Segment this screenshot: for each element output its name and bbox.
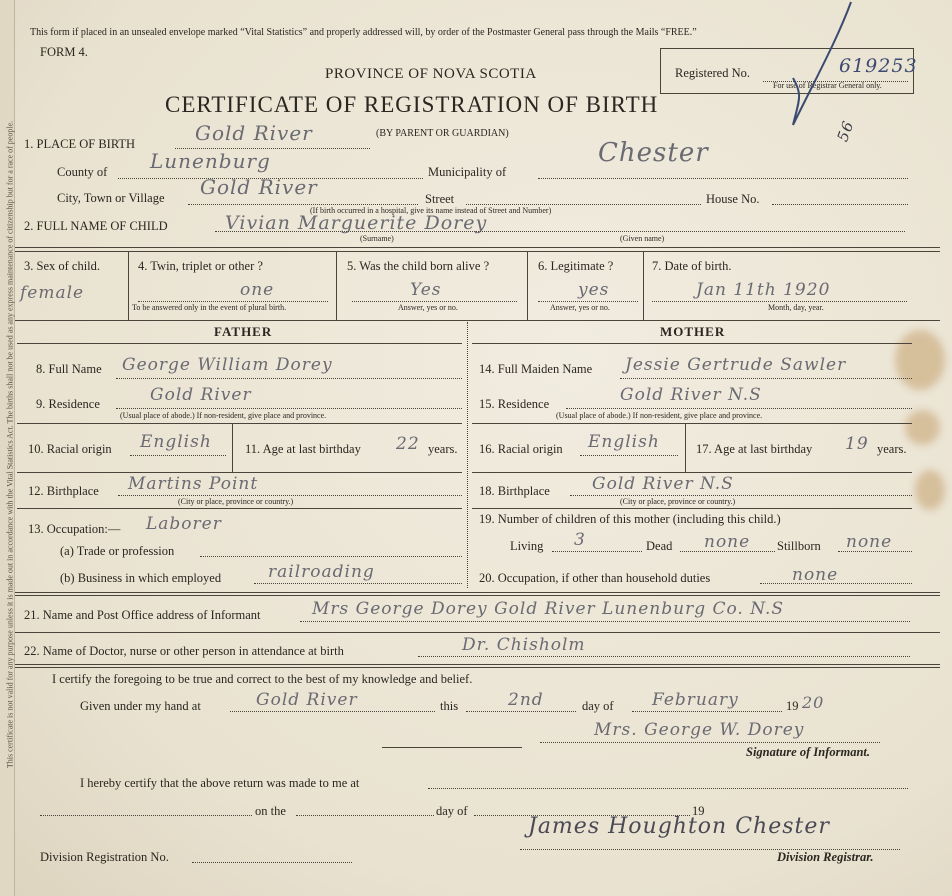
twin-label: 4. Twin, triplet or other ?	[138, 259, 263, 273]
mother-residence-value: Gold River N.S	[620, 385, 762, 405]
return-statement: I hereby certify that the above return was made to me at	[80, 776, 360, 790]
stain	[895, 330, 945, 390]
city-label: City, Town or Village	[57, 191, 165, 205]
mother-header: MOTHER	[660, 324, 726, 339]
father-name-label: 8. Full Name	[36, 362, 102, 376]
stain	[905, 410, 940, 445]
trade-label: (a) Trade or profession	[60, 544, 175, 558]
city-value: Gold River	[200, 175, 318, 199]
mother-years-label: years.	[877, 442, 907, 456]
date-of-birth-value: Jan 11th 1920	[696, 280, 831, 300]
father-years-label: years.	[428, 442, 458, 456]
given-month-value: February	[652, 690, 739, 710]
surname-note: (Surname)	[360, 234, 394, 243]
legitimate-label: 6. Legitimate ?	[538, 259, 614, 273]
municipality-label: Municipality of	[428, 165, 507, 179]
doctor-label: 22. Name of Doctor, nurse or other person in attendance at birth	[24, 644, 344, 658]
day-of-label: day of	[436, 804, 468, 818]
given-day-value: 2nd	[508, 690, 544, 710]
birth-place-value: Gold River	[195, 121, 313, 145]
registered-label: Registered No.	[675, 66, 750, 80]
mother-birthplace-label: 18. Birthplace	[479, 484, 550, 498]
father-age-value: 22	[396, 434, 420, 454]
registered-note: For use of Registrar General only.	[773, 81, 882, 90]
mother-occupation-value: none	[792, 565, 839, 585]
birth-place-label: 1. PLACE OF BIRTH	[24, 137, 136, 151]
mother-name-label: 14. Full Maiden Name	[479, 362, 593, 376]
given-name-note: (Given name)	[620, 234, 665, 243]
child-name-label: 2. FULL NAME OF CHILD	[24, 219, 168, 233]
mother-racial-value: English	[588, 432, 660, 452]
given-year-suffix: 20	[802, 693, 825, 712]
division-registration-label: Division Registration No.	[40, 850, 169, 864]
hospital-note: (If birth occurred in a hospital, give its name instead of Street and Number)	[310, 206, 552, 215]
sex-label: 3. Sex of child.	[24, 259, 101, 273]
father-birthplace-value: Martins Point	[128, 474, 259, 494]
doctor-value: Dr. Chisholm	[462, 635, 586, 655]
alive-note: Answer, yes or no.	[398, 303, 458, 312]
page-title: CERTIFICATE OF REGISTRATION OF BIRTH	[165, 92, 659, 117]
form-number: FORM 4.	[40, 45, 88, 59]
children-label: 19. Number of children of this mother (including this child.)	[479, 512, 781, 526]
mother-birthplace-note: (City or place, province or country.)	[620, 497, 736, 506]
side-text: This certificate is not valid for any purpose unless it is made out in accordance with the Vital Statistics Act. The births shall not be used as any express maintenance of citizenship but for a race of people.	[5, 120, 15, 769]
legitimate-note: Answer, yes or no.	[550, 303, 610, 312]
mother-age-label: 17. Age at last birthday	[696, 442, 813, 456]
father-name-value: George William Dorey	[122, 355, 333, 375]
occupation-label: 13. Occupation:—	[28, 522, 121, 536]
father-racial-label: 10. Racial origin	[28, 442, 112, 456]
father-abode-note: (Usual place of abode.) If non-resident, give place and province.	[120, 411, 327, 420]
business-label: (b) Business in which employed	[60, 571, 222, 585]
house-label: House No.	[706, 192, 760, 206]
father-age-label: 11. Age at last birthday	[245, 442, 361, 456]
father-birthplace-note: (City or place, province or country.)	[178, 497, 294, 506]
page-subtitle: (BY PARENT OR GUARDIAN)	[376, 128, 509, 139]
given-place-value: Gold River	[256, 690, 358, 710]
postal-notice: This form if placed in an unsealed envelope marked “Vital Statistics” and properly addressed will, by order of the Postmaster General pass through the Mails “FREE.”	[30, 27, 697, 38]
county-value: Lunenburg	[150, 149, 271, 173]
mother-age-value: 19	[845, 434, 869, 454]
given-label: Given under my hand at	[80, 699, 201, 713]
mother-racial-label: 16. Racial origin	[479, 442, 563, 456]
on-the-label: on the	[255, 804, 286, 818]
given-day-of-label: day of	[582, 699, 614, 713]
father-residence-label: 9. Residence	[36, 397, 100, 411]
dead-label: Dead	[646, 539, 673, 553]
stain	[915, 470, 945, 510]
mother-birthplace-value: Gold River N.S	[592, 474, 734, 494]
alive-label: 5. Was the child born alive ?	[347, 259, 490, 273]
living-value: 3	[574, 530, 586, 550]
registrar-label: Division Registrar.	[777, 850, 874, 864]
twin-value: one	[240, 280, 275, 300]
informant-signature: Mrs. George W. Dorey	[594, 720, 805, 740]
occupation-value: Laborer	[146, 514, 222, 534]
legitimate-value: yes	[578, 280, 610, 300]
informant-label: 21. Name and Post Office address of Informant	[24, 608, 261, 622]
mother-name-value: Jessie Gertrude Sawler	[625, 355, 847, 375]
mother-residence-label: 15. Residence	[479, 397, 550, 411]
child-name-value: Vivian Marguerite Dorey	[225, 212, 488, 234]
father-header: FATHER	[214, 324, 273, 339]
year-label: 19	[692, 804, 705, 818]
registered-number: 619253	[839, 55, 918, 77]
father-residence-value: Gold River	[150, 385, 252, 405]
side-strip	[0, 0, 15, 896]
registrar-signature: James Houghton Chester	[528, 814, 830, 839]
sex-value: female	[20, 283, 85, 303]
mother-abode-note: (Usual place of abode.) If non-resident, give place and province.	[556, 411, 763, 420]
given-this-label: this	[440, 699, 459, 713]
father-racial-value: English	[140, 432, 212, 452]
stillborn-value: none	[846, 532, 893, 552]
informant-signature-label: Signature of Informant.	[746, 745, 870, 759]
date-of-birth-note: Month, day, year.	[768, 303, 824, 312]
stillborn-label: Stillborn	[777, 539, 821, 553]
business-value: railroading	[268, 562, 375, 582]
certify-statement: I certify the foregoing to be true and correct to the best of my knowledge and belief.	[52, 672, 473, 686]
province-heading: PROVINCE OF NOVA SCOTIA	[325, 66, 537, 82]
margin-mark: 56	[833, 118, 858, 144]
dead-value: none	[704, 532, 751, 552]
county-label: County of	[57, 165, 108, 179]
mother-occupation-label: 20. Occupation, if other than household duties	[479, 571, 711, 585]
informant-value: Mrs George Dorey Gold River Lunenburg Co. N.S	[312, 599, 785, 619]
street-label: Street	[425, 192, 455, 206]
given-year-prefix: 19	[786, 699, 799, 713]
municipality-value: Chester	[598, 138, 709, 168]
father-birthplace-label: 12. Birthplace	[28, 484, 99, 498]
twin-note: To be answered only in the event of plural birth.	[132, 303, 287, 312]
living-label: Living	[510, 539, 544, 553]
date-of-birth-label: 7. Date of birth.	[652, 259, 732, 273]
alive-value: Yes	[410, 280, 442, 300]
